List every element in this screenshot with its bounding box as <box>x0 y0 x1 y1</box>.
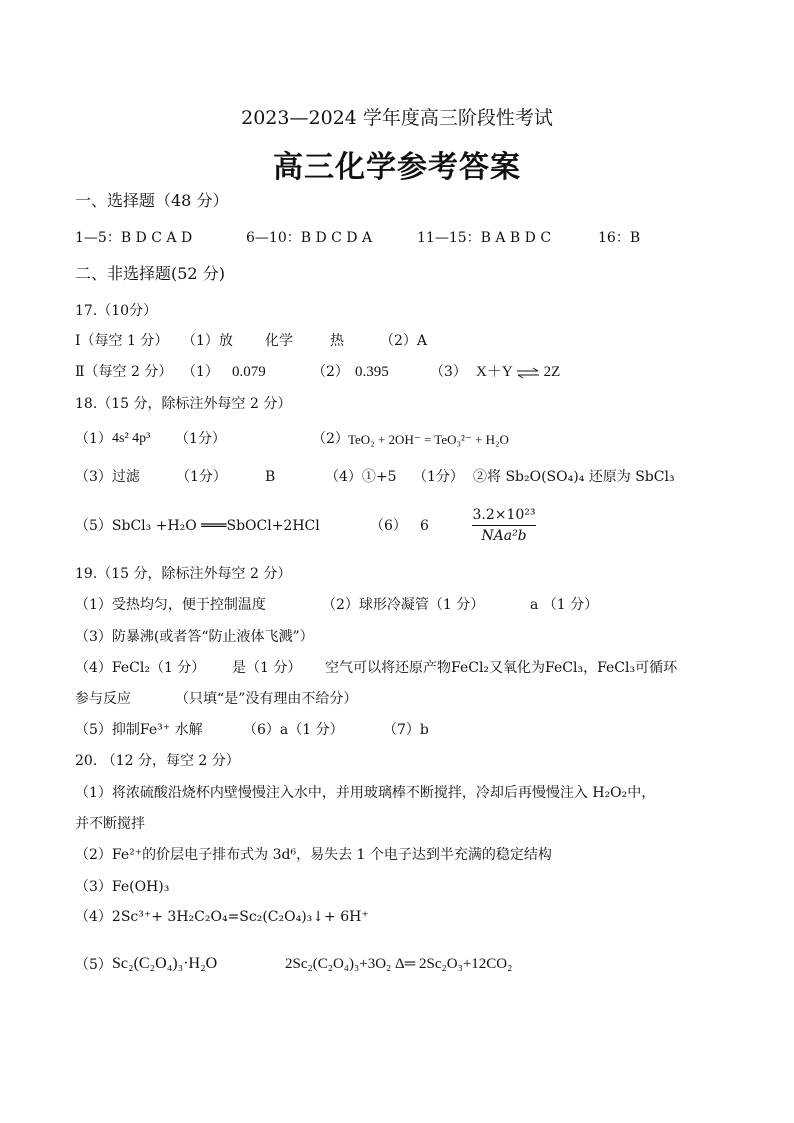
q17-part1-answer-4: （2）A <box>380 333 428 349</box>
q19-answer-4-note: （只填“是”没有理由不给分） <box>175 691 358 707</box>
q19-title: 19.（15 分，除标注外每空 2 分） <box>75 566 292 582</box>
q20-answer-4: （4）2Sc³⁺+ 3H₂C₂O₄=Sc₂(C₂O₄)₃↓+ 6H⁺ <box>75 909 369 925</box>
q18-answer-6-label: （6） <box>370 518 407 534</box>
q17-part1-answer-2: 化学 <box>265 333 293 349</box>
choice-group-4: 16：B <box>598 230 641 246</box>
q20-answer-2: （2）Fe²⁺的价层电子排布式为 3d⁶，易失去 1 个电子达到半充满的稳定结构 <box>75 847 552 863</box>
q19-answer-4c: 空气可以将还原产物FeCl₂又氧化为FeCl₃，FeCl₃可循环 <box>325 660 678 676</box>
q17-part2-label-2: （2） <box>312 364 349 380</box>
q19-answer-6: （6）a（1 分） <box>243 722 344 738</box>
q18-title: 18.（15 分，除标注外每空 2 分） <box>75 396 292 412</box>
choice-group-1: 1—5：B D C A D <box>75 230 193 246</box>
q20-answer-3: （3）Fe(OH)₃ <box>75 879 170 895</box>
q17-part2-label: Ⅱ（每空 2 分） <box>75 364 173 380</box>
q20-answer-5-equation: 2Sc₂(C₂O₄)₃+3O₂ Δ═ 2Sc₂O₃+12CO₂ <box>285 956 513 972</box>
exam-title: 2023—2024 学年度高三阶段性考试 <box>241 107 553 129</box>
q17-part2-answer-1: 0.079 <box>232 364 266 380</box>
q18-answer-4-part2: ②将 Sb₂O(SO₄)₄ 还原为 SbCl₃ <box>473 469 675 485</box>
q19-answer-1: （1）受热均匀，便于控制温度 <box>75 597 266 613</box>
q18-answer-4: （4）①+5 <box>325 469 397 485</box>
q19-answer-4d: 参与反应 <box>75 691 131 707</box>
q19-answer-5: （5）抑制Fe³⁺ 水解 <box>75 722 203 738</box>
q18-electron-config: 4s² 4p³ <box>112 431 151 446</box>
q17-part2-label-1: （1） <box>182 364 219 380</box>
q20-answer-1-cont: 并不断搅拌 <box>75 816 145 832</box>
choice-group-3: 11—15：B A B D C <box>417 230 552 246</box>
q18-density-fraction <box>472 507 536 544</box>
q19-answer-4a: （4）FeCl₂（1 分） <box>75 660 206 676</box>
section-2-title: 二、非选择题(52 分) <box>75 264 225 283</box>
q18-answer-3-choice: B <box>265 469 276 485</box>
document-title: 高三化学参考答案 <box>273 150 521 185</box>
q18-answer-1-score: （1分） <box>175 431 226 447</box>
q18-answer-5: （5）SbCl₃ +H₂O ═══SbOCl+2HCl <box>75 518 320 534</box>
q20-title: 20. （12 分，每空 2 分） <box>75 753 240 769</box>
choice-group-2: 6—10：B D C D A <box>246 230 373 246</box>
fraction-denominator: NAa²b <box>481 528 527 544</box>
q19-answer-4b: 是（1 分） <box>232 660 302 676</box>
section-1-title: 一、选择题（48 分） <box>75 191 229 210</box>
q20-answer-1: （1）将浓硫酸沿烧杯内壁慢慢注入水中，并用玻璃棒不断搅拌，冷却后再慢慢注入 H₂O₂中， <box>75 785 656 801</box>
q18-answer-3: （3）过滤 <box>75 469 140 485</box>
q20-answer-5-formula: Sc₂(C₂O₄)₃·H₂O <box>112 955 218 972</box>
q18-answer-4-score: （1分） <box>413 469 464 485</box>
q18-answer-1-label: （1） <box>75 431 112 447</box>
q17-part2-label-3: （3） <box>430 364 467 380</box>
q18-answer-6-value: 6 <box>420 518 429 534</box>
q17-part1-label: Ⅰ（每空 1 分） <box>75 333 169 349</box>
q18-answer-2-label: （2） <box>312 431 349 447</box>
q18-answer-3-score: （1分） <box>176 469 227 485</box>
q17-title: 17.（10分） <box>75 303 158 319</box>
q17-eq-reactants: X＋Y <box>476 364 513 380</box>
q17-part1-answer-1: （1）放 <box>182 333 233 349</box>
q17-part1-answer-3: 热 <box>330 333 344 349</box>
q17-equilibrium-equation <box>476 362 560 382</box>
q17-eq-products: 2Z <box>543 364 561 380</box>
q17-part2-answer-2: 0.395 <box>355 364 389 380</box>
q18-ionic-equation: TeO₂ + 2OH⁻ = TeO₃²⁻ + H₂O <box>348 432 509 447</box>
fraction-numerator: 3.2×10²³ <box>472 507 536 526</box>
q19-answer-2: （2）球形冷凝管（1 分） <box>322 597 485 613</box>
q19-answer-3: （3）防暴沸(或者答“防止液体飞溅”） <box>75 629 314 645</box>
q19-answer-2b: a （1 分） <box>530 597 599 613</box>
q20-answer-5-label: （5） <box>75 957 112 973</box>
equilibrium-arrow-icon <box>516 367 540 379</box>
q19-answer-7: （7）b <box>383 722 429 738</box>
